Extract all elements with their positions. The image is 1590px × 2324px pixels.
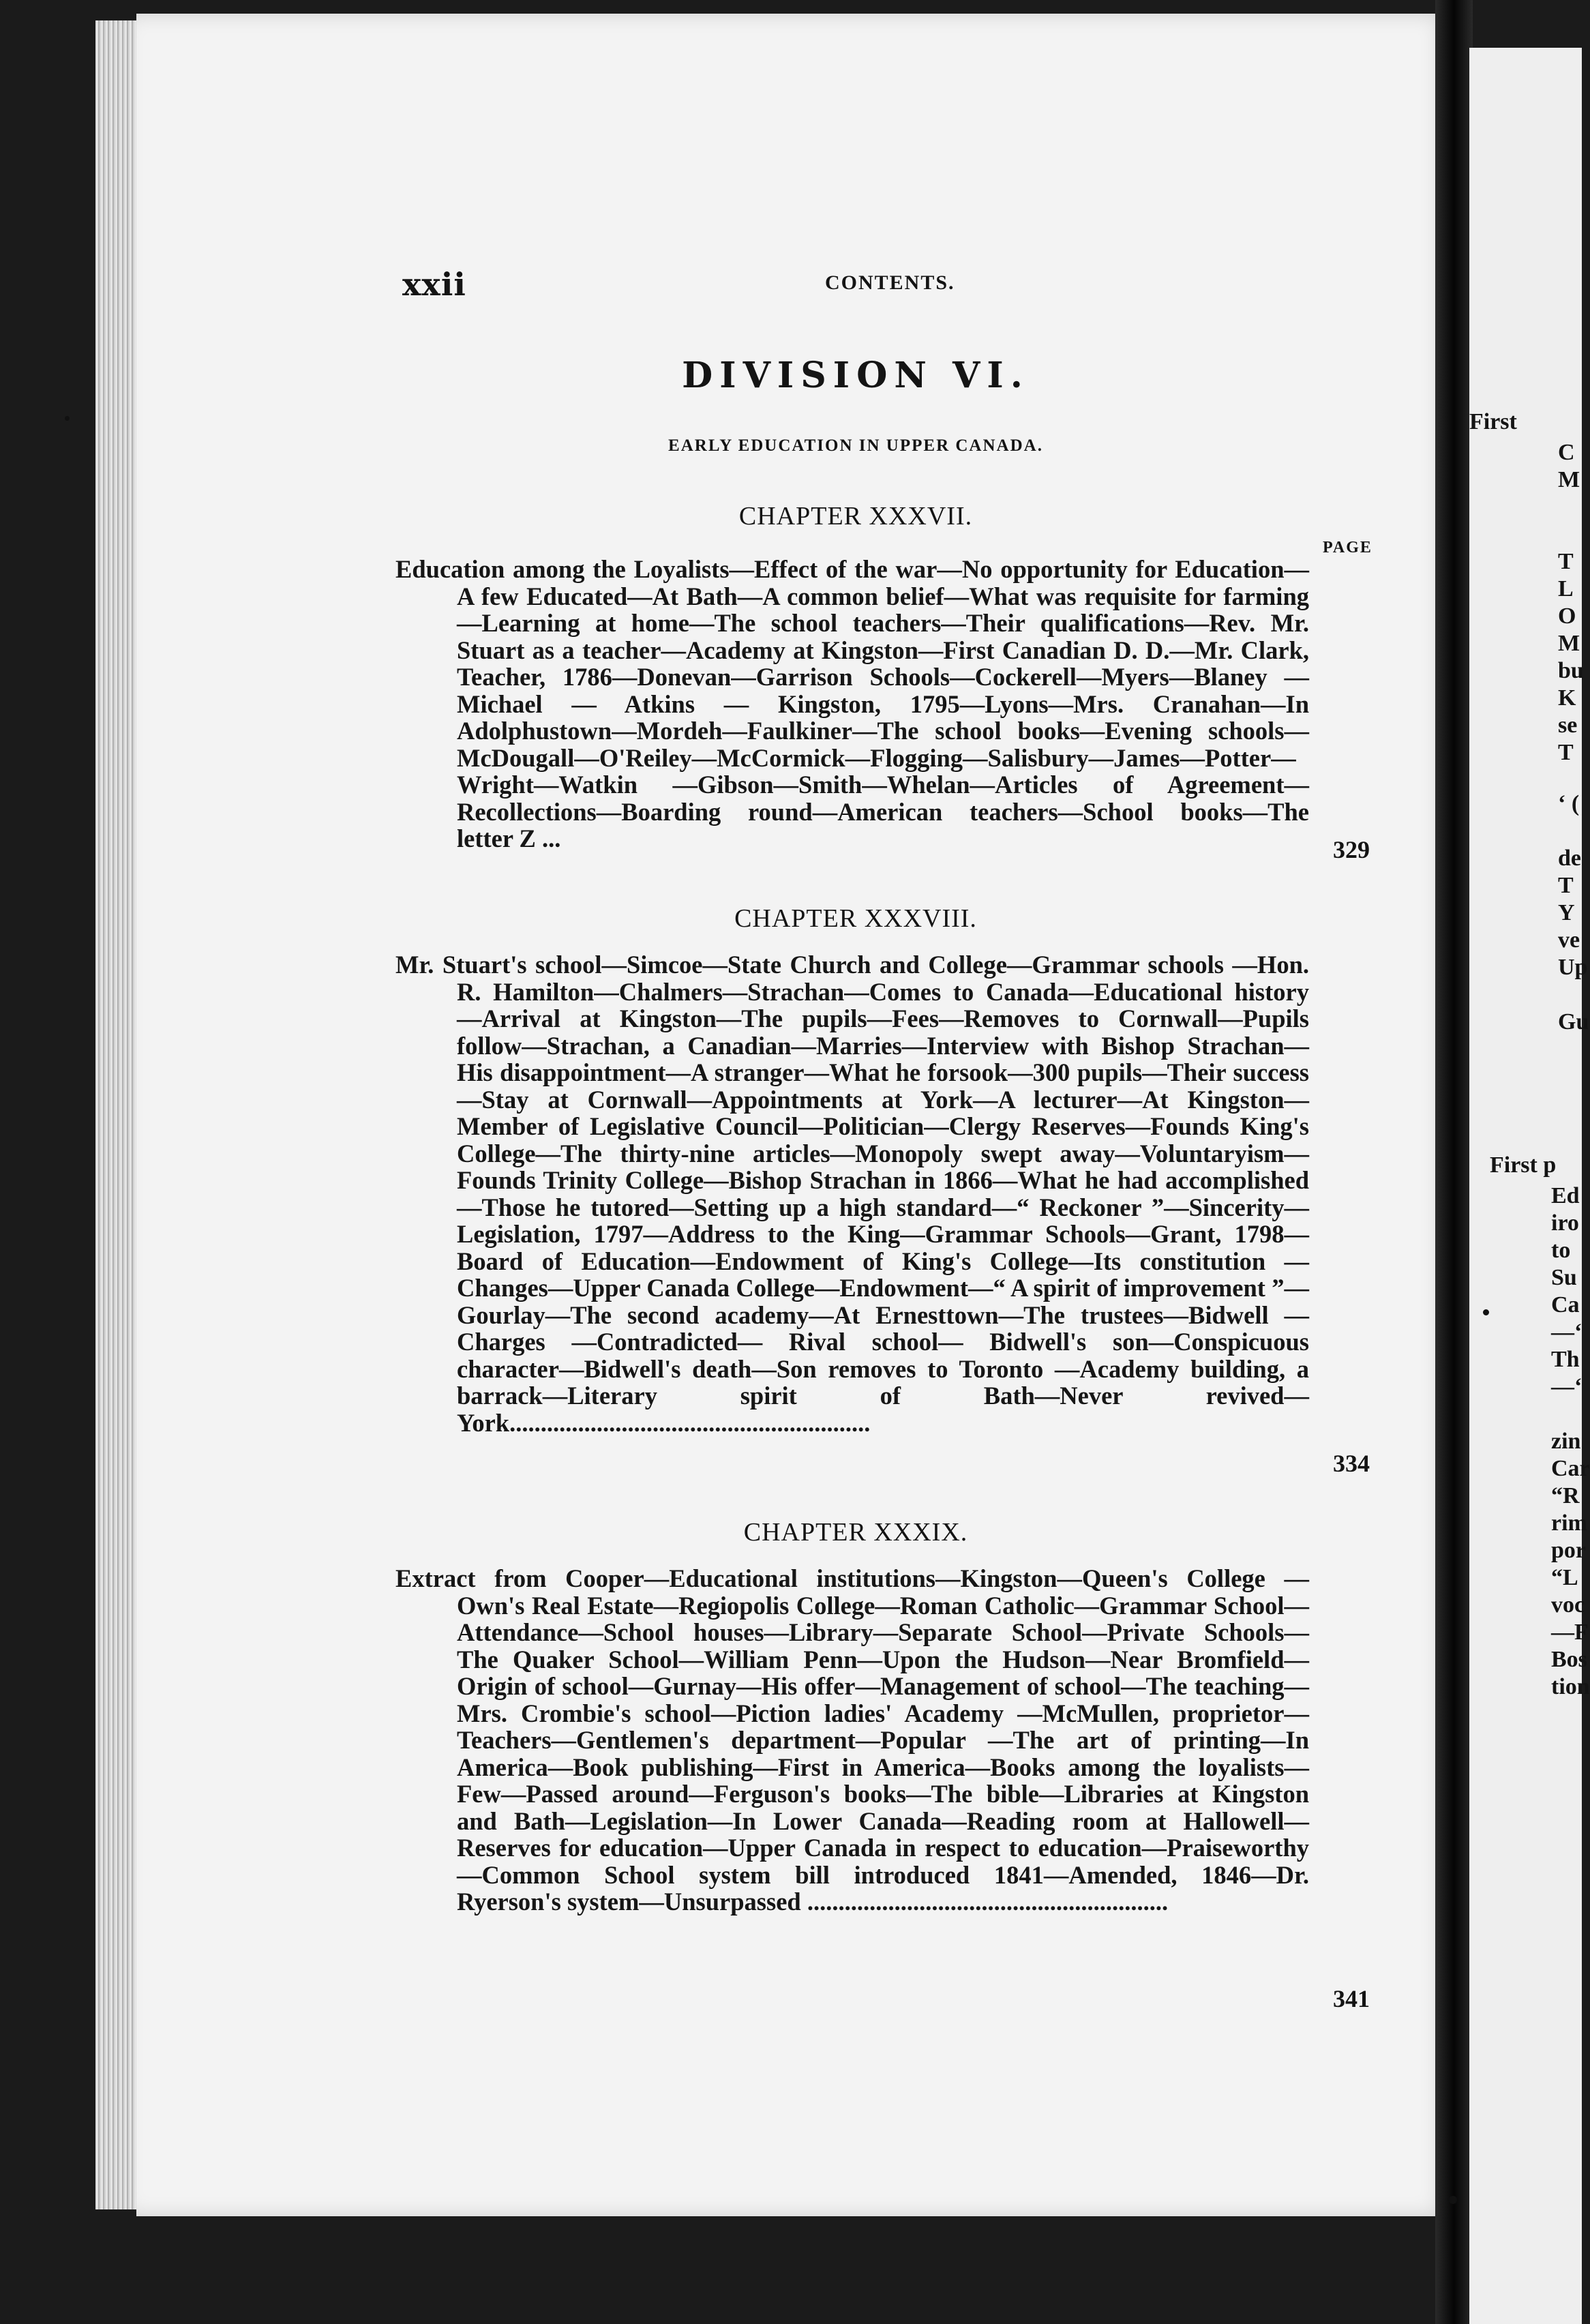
chapter-summary	[395, 1565, 1309, 1916]
adjacent-fragment: zin	[1551, 1429, 1581, 1454]
adjacent-fragment: Ca	[1551, 1292, 1580, 1317]
chapter-summary-text: Education among the Loyalists—Effect of the war—No opportunity for Education—A few Educated—At Bath—A common belief—What was requisite for farming—Learning at home—The school teachers—Their qualifications—Rev. Mr. Stuart as a teacher—Academy at Kingston—First Canadian D. D.—Mr. Clark, Teacher, 1786—Donevan—Garrison Schools—Cockerell—Myers—Blaney — Michael — Atkins — Kingston, 1795—Lyons—Mrs. Cranahan—In Adolphustown—Mordeh—Faulkiner—The school books—Evening schools—McDougall—O'Reiley—McCormick—Flogging—Salisbury—James—Potter—Wright—Watkin —Gibson—Smith—Whelan—Articles of Agreement—Recollections—Boarding round—American teachers—School books—The letter Z ...	[395, 555, 1309, 852]
chapter-summary-text: Extract from Cooper—Educational institutions—Kingston—Queen's College —Own's Real Estate—Regiopolis College—Roman Catholic—Grammar School—Attendance—School houses—Library—Separate School—Private Schools—The Quaker School—William Penn—Upon the Hudson—Near Bromfield—Origin of school—Gurnay—His offer—Management of school—The teaching—Mrs. Crombie's school—Piction ladies' Academy —McMullen, proprietor—Teachers—Gentlemen's department—Popular —The art of printing—In America—Book publishing—First in America—Books among the loyalists—Few—Passed around—Ferguson's books—The bible—Libraries at Kingston and Bath—Legislation—In Lower Canada—Reading room at Hallowell—Reserves for education—Upper Canada in respect to education—Praiseworthy—Common School system bill introduced 1841—Amended, 1846—Dr. Ryerson's system—Unsurpassed ..........................................................	[395, 1564, 1309, 1916]
adjacent-fragment: T	[1558, 740, 1574, 765]
margin-speck	[1449, 2196, 1457, 2204]
adjacent-fragment: ‘ (	[1558, 791, 1580, 816]
division-subtitle: EARLY EDUCATION IN UPPER CANADA.	[668, 436, 1043, 455]
chapter-summary	[395, 951, 1309, 1436]
adjacent-fragment: Bos	[1551, 1647, 1587, 1672]
adjacent-fragment: C	[1558, 440, 1575, 465]
chapter-title: CHAPTER XXXVIII.	[734, 904, 977, 933]
adjacent-fragment: —‘	[1551, 1320, 1582, 1345]
chapter-summary-text: Mr. Stuart's school—Simcoe—State Church and College—Grammar schools —Hon. R. Hamilton—Chalmers—Strachan—Comes to Canada—Educational history—Arrival at Kingston—The pupils—Fees—Removes to Cornwall—Pupils follow—Strachan, a Canadian—Marries—Interview with Bishop Strachan—His disappointment—A stranger—What he forsook—300 pupils—Their success—Stay at Cornwall—Appointments at York—A lecturer—At Kingston—Member of Legislative Council—Politician—Clergy Reserves—Founds King's College—The thirty-nine articles—Monopoly swept away—Voluntaryism—Founds Trinity College—Bishop Strachan in 1866—What he had accomplished—Those he tutored—Setting up a high standard—“ Reckoner ”—Sincerity—Legislation, 1797—Address to the King—Grammar Schools—Grant, 1798—Board of Education—Endowment of King's College—Its constitution —Changes—Upper Canada College—Endowment—“ A spirit of improvement ”—Gourlay—The second academy—At Ernesttown—The trustees—Bidwell —Charges —Contradicted— Rival school— Bidwell's son—Conspicuous character—Bidwell's death—Son removes to Toronto —Academy building, a barrack—Literary spirit of Bath—Never revived—York..........................................................	[395, 951, 1309, 1437]
adjacent-fragment: M	[1558, 631, 1580, 656]
adjacent-fragment: T	[1558, 873, 1574, 898]
adjacent-fragment: tion	[1551, 1674, 1590, 1699]
division-title: DIVISION VI.	[682, 355, 1030, 396]
page-column-label: PAGE	[1323, 539, 1372, 556]
adjacent-fragment: “R	[1551, 1483, 1580, 1508]
adjacent-fragment: voc	[1551, 1592, 1585, 1618]
page-number: xxii	[402, 266, 466, 303]
adjacent-fragment: T	[1558, 549, 1574, 574]
margin-speck	[65, 416, 70, 421]
adjacent-fragment: O	[1558, 604, 1576, 629]
chapter-title: CHAPTER XXXIX.	[743, 1518, 968, 1547]
adjacent-fragment: L	[1558, 576, 1574, 601]
adjacent-page	[1469, 48, 1590, 2324]
adjacent-fragment: se	[1558, 713, 1578, 738]
adjacent-fragment: iro	[1551, 1210, 1579, 1236]
adjacent-fragment: de	[1558, 846, 1581, 871]
book-gutter	[1435, 0, 1473, 2324]
chapter-title: CHAPTER XXXVII.	[738, 502, 973, 531]
adjacent-fragment: Y	[1558, 900, 1575, 925]
chapter-page-number: 329	[1333, 836, 1370, 863]
margin-speck	[1483, 1309, 1489, 1315]
adjacent-fragment: —‘	[1551, 1374, 1582, 1399]
page-header	[402, 266, 1309, 307]
adjacent-fragment: rim	[1551, 1510, 1587, 1536]
adjacent-fragment: “L	[1551, 1565, 1578, 1590]
adjacent-fragment: K	[1558, 685, 1576, 711]
adjacent-fragment: Ed	[1551, 1183, 1580, 1208]
adjacent-fragment: Su	[1551, 1265, 1577, 1290]
adjacent-fragment: Up	[1558, 955, 1588, 980]
chapter-summary	[395, 556, 1309, 852]
adjacent-fragment: Car	[1551, 1456, 1590, 1481]
adjacent-fragment: por	[1551, 1538, 1586, 1563]
adjacent-fragment: M	[1558, 467, 1580, 492]
adjacent-fragment: First p	[1490, 1152, 1557, 1178]
chapter-page-number: 334	[1333, 1450, 1370, 1477]
adjacent-fragment: First	[1469, 409, 1517, 434]
adjacent-fragment: to	[1551, 1238, 1571, 1263]
adjacent-fragment: Th	[1551, 1347, 1580, 1372]
running-head: CONTENTS.	[825, 271, 955, 294]
adjacent-fragment: —F	[1551, 1620, 1589, 1645]
adjacent-fragment: bu	[1558, 658, 1584, 683]
adjacent-fragment: ve	[1558, 927, 1580, 953]
adjacent-fragment: Gu	[1558, 1009, 1589, 1034]
chapter-page-number: 341	[1333, 1985, 1370, 2012]
